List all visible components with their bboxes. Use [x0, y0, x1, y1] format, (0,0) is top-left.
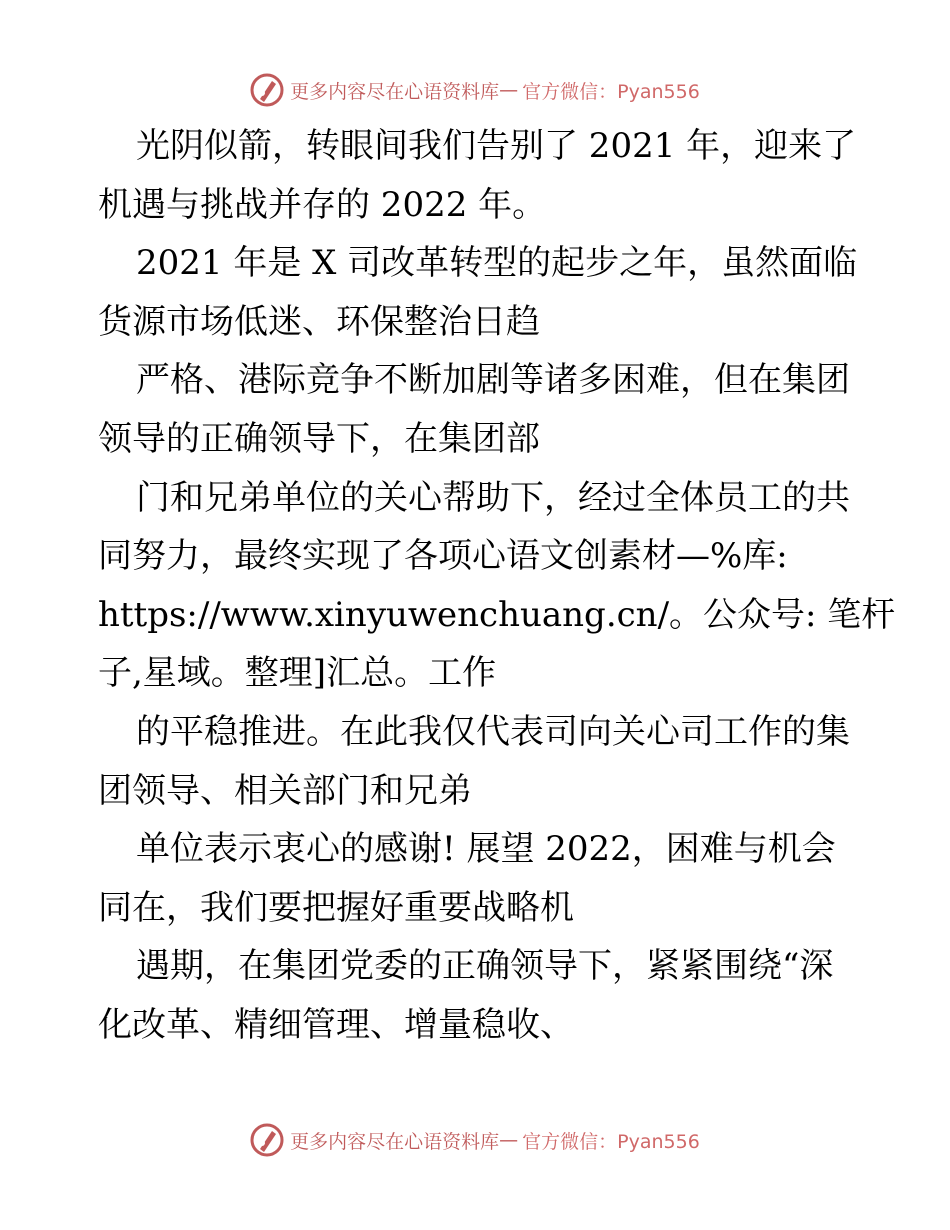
body-line: 机遇与挑战并存的 2022 年。 — [98, 184, 547, 225]
pen-nib-logo-icon — [250, 1123, 284, 1157]
header-banner — [0, 70, 950, 110]
body-line: 门和兄弟单位的关心帮助下，经过全体员工的共 — [136, 477, 850, 518]
footer-banner-wechat: 官方微信：Pyan556 — [522, 1130, 700, 1153]
body-line: 遇期，在集团党委的正确领导下，紧紧围绕“深 — [136, 946, 834, 987]
body-line: 子,星域。整理]汇总。工作 — [98, 653, 497, 694]
header-banner-wechat: 官方微信：Pyan556 — [522, 80, 700, 103]
body-line: 同在，我们要把握好重要战略机 — [98, 887, 574, 928]
body-line: 光阴似箭，转眼间我们告别了 2021 年，迎来了 — [136, 126, 857, 166]
pen-nib-logo-icon — [250, 73, 284, 107]
body-line: 同努力，最终实现了各项心语文创素材—%库: — [98, 536, 788, 577]
body-line: https://www.xinyuwenchuang.cn/。公众号: 笔杆 — [98, 594, 896, 635]
header-banner-dash: — — [499, 79, 519, 101]
body-line: 团领导、相关部门和兄弟 — [98, 770, 472, 811]
body-line: 2021 年是 X 司改革转型的起步之年，虽然面临 — [136, 243, 858, 284]
body-text — [98, 117, 896, 1055]
footer-banner — [0, 1120, 950, 1160]
footer-banner-text: 更多内容尽在心语资料库 — [290, 1130, 500, 1153]
body-line: 的平稳推进。在此我仅代表司向关心司工作的集 — [136, 711, 850, 752]
body-line: 单位表示衷心的感谢! 展望 2022，困难与机会 — [136, 829, 836, 870]
body-line: 严格、港际竞争不断加剧等诸多困难，但在集团 — [136, 360, 850, 401]
body-line: 化改革、精细管理、增量稳收、 — [98, 1004, 574, 1045]
footer-banner-dash: — — [499, 1129, 519, 1151]
body-line: 货源市场低迷、环保整治日趋 — [98, 301, 540, 342]
header-banner-text: 更多内容尽在心语资料库 — [290, 80, 500, 103]
body-line: 领导的正确领导下，在集团部 — [98, 418, 540, 459]
